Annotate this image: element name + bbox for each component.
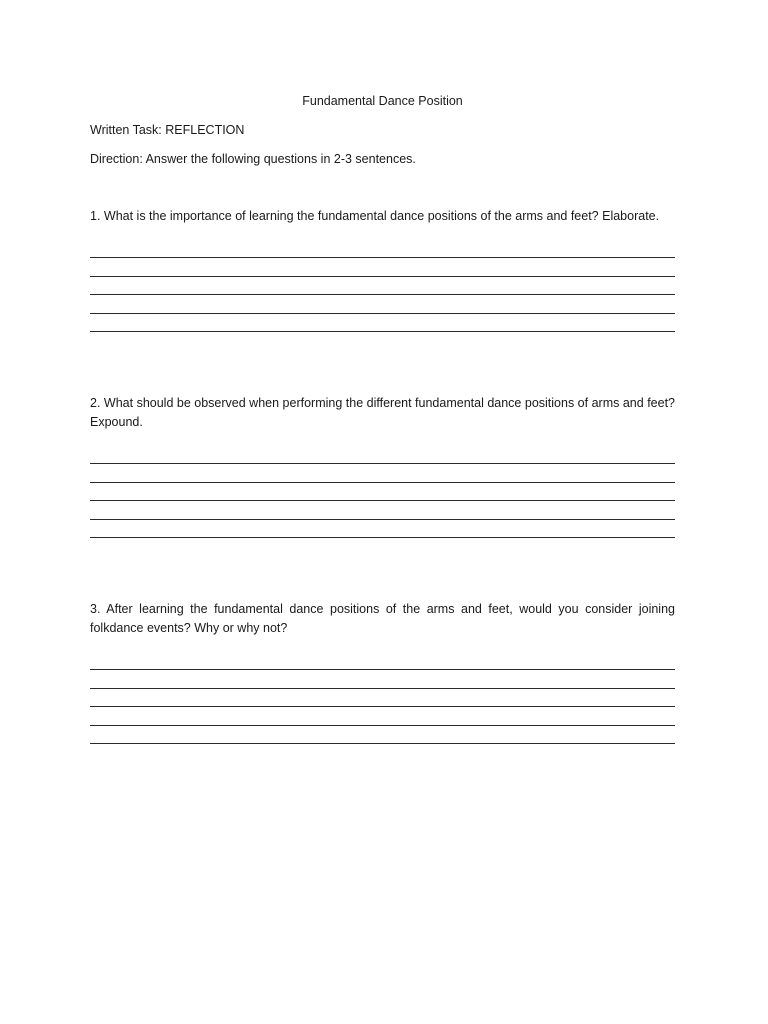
answer-line[interactable]	[90, 258, 675, 277]
answer-line[interactable]	[90, 483, 675, 502]
answer-line[interactable]	[90, 653, 675, 670]
question-3-text: 3. After learning the fundamental dance positions of the arms and feet, would you consider joining folkdance events? Why or why not?	[90, 602, 675, 635]
answer-line[interactable]	[90, 295, 675, 314]
answer-line[interactable]	[90, 314, 675, 333]
answer-lines-3[interactable]	[90, 653, 675, 744]
answer-line[interactable]	[90, 447, 675, 464]
worksheet-content	[90, 92, 675, 744]
answer-line[interactable]	[90, 277, 675, 296]
question-block-1	[90, 207, 675, 332]
answer-line[interactable]	[90, 520, 675, 539]
answer-line[interactable]	[90, 501, 675, 520]
question-block-3	[90, 600, 675, 744]
page-title: Fundamental Dance Position	[302, 94, 463, 108]
answer-lines-2[interactable]	[90, 447, 675, 538]
question-block-2	[90, 394, 675, 538]
direction-text: Direction: Answer the following questions in 2-3 sentences.	[90, 152, 416, 166]
written-task-label: Written Task: REFLECTION	[90, 123, 245, 137]
question-1-text: 1. What is the importance of learning the fundamental dance positions of the arms and feet? Elaborate.	[90, 209, 660, 223]
answer-line[interactable]	[90, 670, 675, 689]
answer-line[interactable]	[90, 241, 675, 258]
answer-line[interactable]	[90, 689, 675, 708]
answer-line[interactable]	[90, 464, 675, 483]
question-2-text: 2. What should be observed when performing the different fundamental dance positions of arms and feet? Expound.	[90, 396, 675, 429]
answer-line[interactable]	[90, 707, 675, 726]
answer-lines-1[interactable]	[90, 241, 675, 332]
answer-line[interactable]	[90, 726, 675, 745]
